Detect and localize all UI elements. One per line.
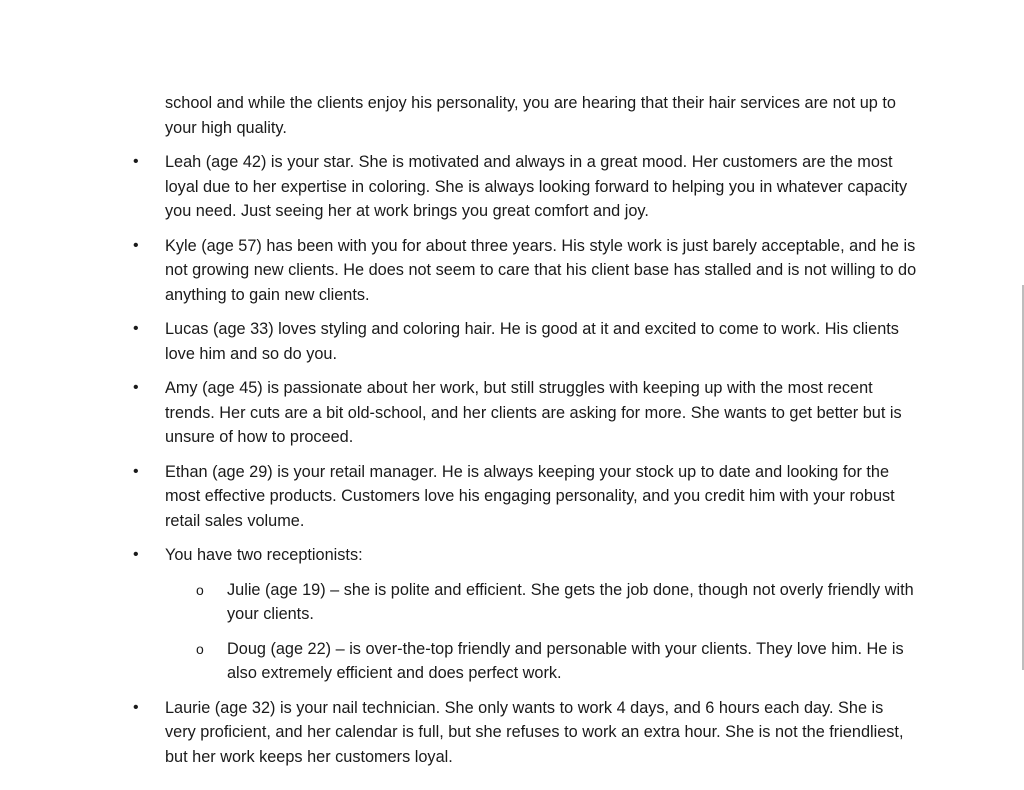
sub-bullet-text: Julie (age 19) – she is polite and efficient. She gets the job done, though not overly friendly with your clients. <box>227 580 914 623</box>
document-body <box>0 91 1024 779</box>
bullet-item-ethan <box>0 460 917 534</box>
bullet-item-lucas <box>0 317 917 366</box>
bullet-text: Ethan (age 29) is your retail manager. He is always keeping your stock up to date and looking for the most effective products. Customers love his engaging personality, and you credit him with your robust retail sales volume. <box>165 462 895 530</box>
bullet-icon: • <box>133 153 139 170</box>
sub-bullet-item-julie <box>0 578 919 627</box>
bullet-icon: • <box>133 546 139 563</box>
sub-bullet-text: Doug (age 22) – is over-the-top friendly and personable with your clients. They love him. He is also extremely efficient and does perfect work. <box>227 639 904 682</box>
paragraph-text: school and while the clients enjoy his personality, you are hearing that their hair services are not up to your high quality. <box>165 94 896 137</box>
bullet-item-laurie <box>0 696 917 770</box>
bullet-text: Leah (age 42) is your star. She is motivated and always in a great mood. Her customers are the most loyal due to her expertise in coloring. She is always looking forward to helping you in whatever capacity you need. Just seeing her at work brings you great comfort and joy. <box>165 153 908 220</box>
bullet-item-kyle <box>0 234 917 308</box>
bullet-icon: • <box>133 320 139 337</box>
bullet-text: Laurie (age 32) is your nail technician. She only wants to work 4 days, and 6 hours each day. She is very proficient, and her calendar is full, but she refuses to work an extra hour. She is not the friendliest, but her work keeps her customers loyal. <box>165 698 904 766</box>
bullet-icon: • <box>133 698 139 716</box>
bullet-item-receptionists <box>0 543 917 568</box>
bullet-icon: • <box>133 462 139 480</box>
paragraph-continuation <box>0 91 917 140</box>
bullet-item-amy <box>0 376 917 450</box>
bullet-text: Amy (age 45) is passionate about her work, but still struggles with keeping up with the most recent trends. Her cuts are a bit old-school, and her clients are asking for more. She wants to get better but is unsure of how to proceed. <box>165 379 902 446</box>
sub-bullet-icon: o <box>196 581 204 598</box>
bullet-text: You have two receptionists: <box>165 546 363 564</box>
sub-bullet-icon: o <box>196 640 204 657</box>
bullet-text: Lucas (age 33) loves styling and coloring hair. He is good at it and excited to come to work. His clients love him and so do you. <box>165 320 899 363</box>
bullet-text: Kyle (age 57) has been with you for about three years. His style work is just barely acceptable, and he is not growing new clients. He does not seem to care that his client base has stalled and is not willing to do anything to gain new clients. <box>165 236 917 304</box>
bullet-item-leah <box>0 150 917 224</box>
bullet-icon: • <box>133 379 139 396</box>
bullet-icon: • <box>133 236 139 254</box>
sub-bullet-item-doug <box>0 637 919 686</box>
